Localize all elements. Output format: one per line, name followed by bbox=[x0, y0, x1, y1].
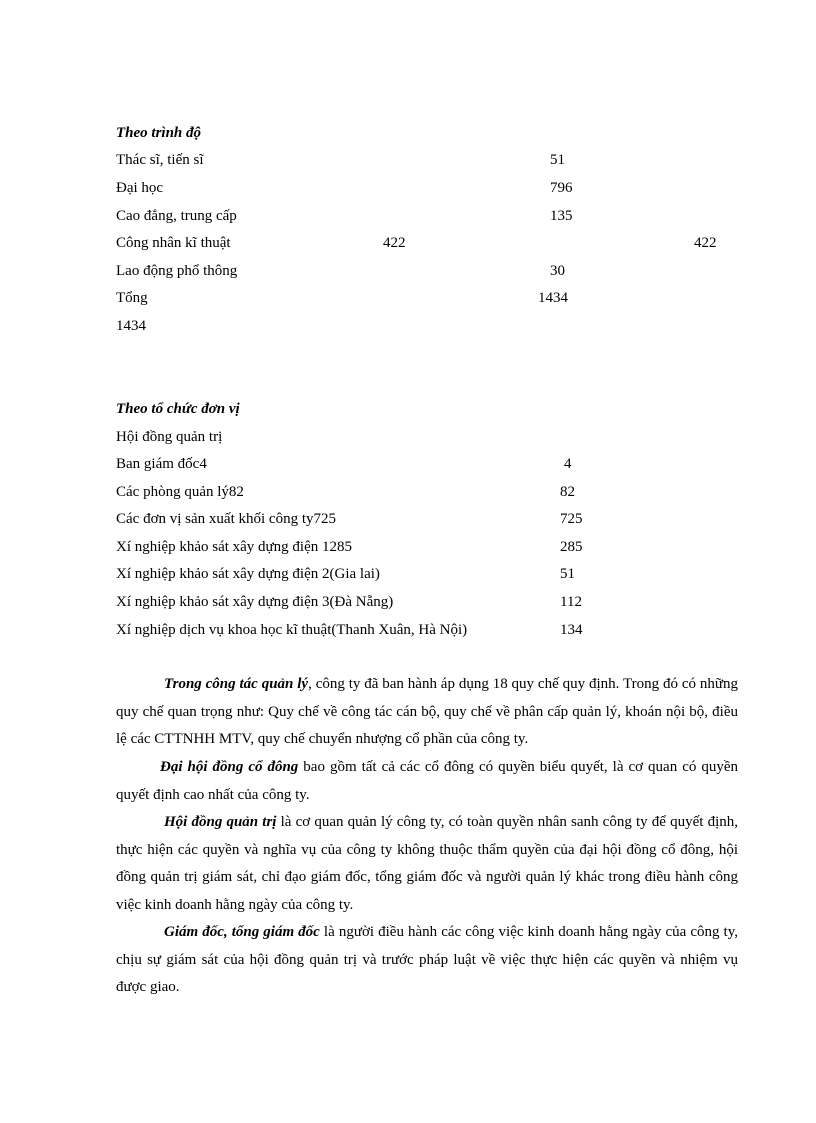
education-heading: Theo trình độ bbox=[116, 125, 202, 141]
education-row-value: 422 bbox=[383, 235, 406, 251]
units-row-label: Xí nghiệp khảo sát xây dựng điện 1285 bbox=[116, 539, 353, 555]
paragraph-lead: Giám đốc, tổng giám đốc bbox=[164, 924, 320, 940]
units-row-value: 134 bbox=[560, 622, 583, 638]
education-row-value: 30 bbox=[550, 263, 565, 279]
education-row-value: 135 bbox=[550, 208, 573, 224]
paragraph-board bbox=[116, 809, 738, 919]
units-row-value: 51 bbox=[560, 566, 575, 582]
units-row-label: Ban giám đốc4 bbox=[116, 456, 207, 472]
paragraph-text: , công ty đã ban hành áp dụng 18 quy chế quy định. Trong đó có những quy chế quan trọng như: Quy chế về công tác cán bộ, quy chế về phân cấp quản lý, khoán nội bộ, điều lệ các CTTNHH MTV, quy chế chuyển nhượng cổ phần của công ty. bbox=[116, 676, 738, 747]
education-row-label: Đại học bbox=[116, 180, 164, 196]
paragraph-text: bao gồm tất cả các cổ đông có quyền biểu quyết, là cơ quan có quyền quyết định cao nhất của công ty. bbox=[116, 759, 738, 803]
paragraph-management bbox=[116, 671, 738, 754]
units-row-value: 285 bbox=[560, 539, 583, 555]
education-row-extra-value: 422 bbox=[694, 235, 717, 251]
education-total-label: Tổng bbox=[116, 290, 148, 306]
units-row-label: Xí nghiệp khảo sát xây dựng điện 3(Đà Nẵng) bbox=[116, 594, 394, 610]
education-row-label: Thác sĩ, tiến sĩ bbox=[116, 152, 204, 168]
units-row-label: Xí nghiệp dịch vụ khoa học kĩ thuật(Thanh Xuân, Hà Nội) bbox=[116, 622, 468, 638]
education-row-value: 51 bbox=[550, 152, 565, 168]
paragraph-text: là người điều hành các công việc kinh doanh hằng ngày của công ty, chịu sự giám sát của hội đồng quản trị và trước pháp luật về việc thực hiện các quyền và nhiệm vụ được giao. bbox=[116, 924, 739, 995]
education-row-label: Lao động phổ thông bbox=[116, 263, 238, 279]
education-total-wrapped-value: 1434 bbox=[116, 318, 146, 334]
units-row-label: Các phòng quản lý82 bbox=[116, 484, 244, 500]
paragraph-lead: Đại hội đồng cổ đông bbox=[160, 759, 299, 775]
paragraph-text: là cơ quan quản lý công ty, có toàn quyền nhân sanh công ty để quyết định, thực hiện các quyền và nghĩa vụ của công ty không thuộc thẩm quyền của đại hội đồng cổ đông, hội đồng quản trị giám sát, chỉ đạo giám đốc, tổng giám đốc và người quản lý khác trong điều hành công việc kinh doanh hằng ngày của công ty. bbox=[116, 814, 738, 913]
units-row-value: 112 bbox=[560, 594, 582, 610]
paragraph-lead: Trong công tác quản lý bbox=[164, 676, 309, 692]
education-row-label: Cao đẳng, trung cấp bbox=[116, 208, 237, 224]
education-total-value: 1434 bbox=[538, 290, 568, 306]
units-row-value: 725 bbox=[560, 511, 583, 527]
units-row-value: 4 bbox=[564, 456, 572, 472]
units-row-label: Các đơn vị sản xuất khối công ty725 bbox=[116, 511, 336, 527]
units-row-value: 82 bbox=[560, 484, 575, 500]
units-row-label: Hội đồng quản trị bbox=[116, 429, 223, 445]
paragraph-lead: Hội đồng quản trị bbox=[164, 814, 277, 830]
education-row-label: Công nhân kĩ thuật bbox=[116, 235, 231, 251]
paragraph-shareholders bbox=[116, 754, 738, 809]
units-heading: Theo tổ chức đơn vị bbox=[116, 401, 240, 417]
units-row-label: Xí nghiệp khảo sát xây dựng điện 2(Gia lai) bbox=[116, 566, 380, 582]
paragraph-director bbox=[116, 919, 738, 1002]
education-row-value: 796 bbox=[550, 180, 573, 196]
